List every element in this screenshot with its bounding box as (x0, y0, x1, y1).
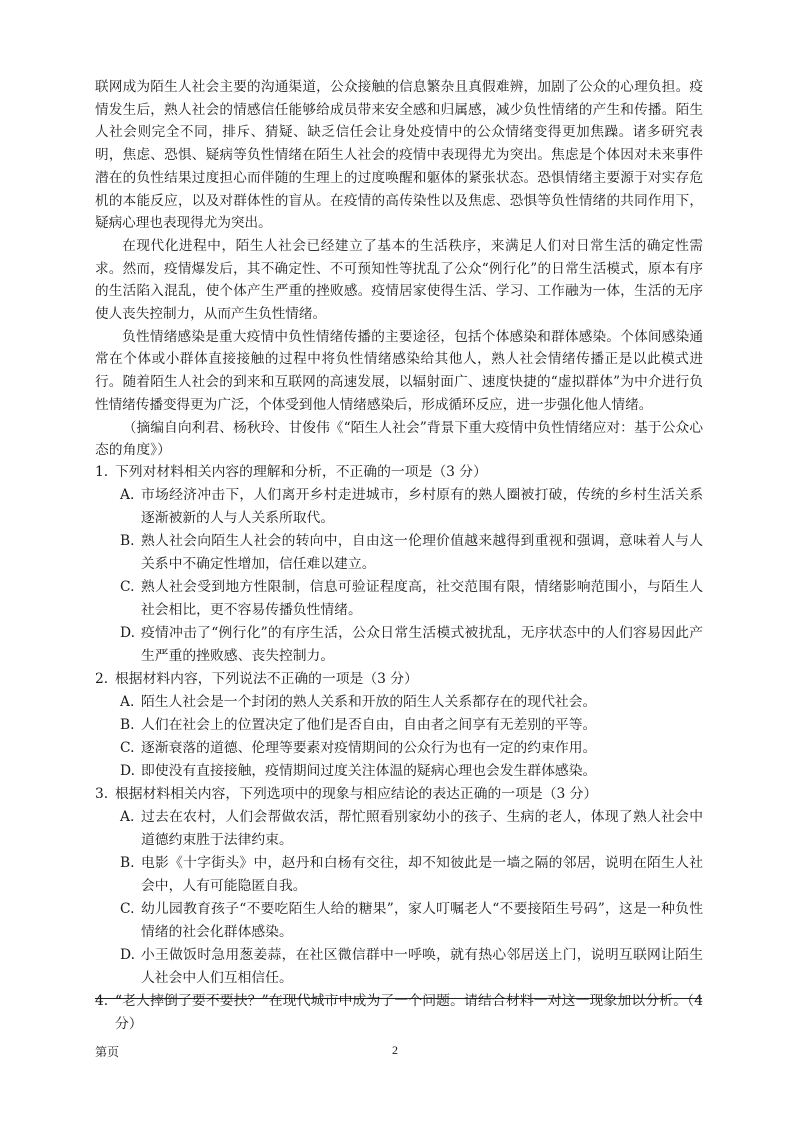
answer-option (120, 944, 703, 990)
option-letter: A. (120, 809, 135, 825)
passage-paragraph: 负性情绪感染是重大疫情中负性情绪传播的主要途径，包括个体感染和群体感染。个体间感染通常在个体或小群体直接接触的过程中将负性情绪感染给其他人，熟人社会情绪传播正是以此模式进行。随着陌生人社会的到来和互联网的高速发展，以辐射面广、速度快捷的“虚拟群体”为中介进行负性情绪传播变得更为广泛，个体受到他人情绪感染后，形成循环反应，进一步强化他人情绪。 (95, 328, 703, 413)
option-text: 熟人社会受到地方性限制，信息可验证程度高，社交范围有限，情绪影响范围小，与陌生人社会相比，更不容易传播负性情绪。 (141, 579, 703, 618)
option-text: 过去在农村，人们会帮做农活，帮忙照看别家幼小的孩子、生病的老人，体现了熟人社会中道德约束胜于法律约束。 (141, 809, 703, 848)
option-letter: C. (120, 901, 135, 917)
answer-option (120, 898, 703, 944)
option-text: 电影《十字街头》中，赵丹和白杨有交往，却不知彼此是一墙之隔的邻居，说明在陌生人社会中，人有可能隐匿自我。 (141, 855, 703, 894)
question-2 (95, 668, 703, 783)
option-text: 市场经济冲击下，人们离开乡村走进城市，乡村原有的熟人圈被打破，传统的乡村生活关系逐渐被新的人与人关系所取代。 (141, 487, 703, 526)
option-text: 疫情冲击了“例行化”的有序生活，公众日常生活模式被扰乱，无序状态中的人们容易因此产生严重的挫败感、丧失控制力。 (141, 625, 703, 664)
question-stem (95, 668, 703, 691)
question-text: 根据材料内容，下列说法不正确的一项是（3 分） (115, 671, 418, 687)
option-text: 幼儿园教育孩子“不要吃陌生人给的糖果”，家人叮嘱老人“不要接陌生号码”，这是一种负性情绪的社会化群体感染。 (141, 901, 703, 940)
option-letter: C. (120, 740, 135, 756)
answer-option (120, 484, 703, 530)
question-number: 4. (95, 993, 109, 1009)
question-number: 3. (95, 786, 109, 802)
question-4 (95, 990, 703, 1036)
question-number: 1. (95, 464, 109, 480)
question-stem (95, 783, 703, 806)
reading-passage (95, 76, 703, 462)
footer-label: 第页 (95, 1045, 120, 1059)
answer-option (120, 852, 703, 898)
question-stem (95, 461, 703, 484)
question-text: “老人摔倒了要不要扶？”在现代城市中成为了一个问题。请结合材料一对这一现象加以分析。（4 分） (115, 993, 703, 1032)
answer-option (120, 691, 703, 714)
option-letter: A. (120, 487, 135, 503)
page-number: 2 (392, 1043, 398, 1057)
passage-paragraph: 在现代化进程中，陌生人社会已经建立了基本的生活秩序，来满足人们对日常生活的确定性需求。然而，疫情爆发后，其不确定性、不可预知性等扰乱了公众“例行化”的日常生活模式，原本有序的生活陷入混乱，使个体产生严重的挫败感。疫情居家使得生活、学习、工作融为一体，生活的无序使人丧失控制力，从而产生负性情绪。 (95, 237, 703, 323)
question-stem (95, 990, 703, 1036)
question-text: 下列对材料相关内容的理解和分析，不正确的一项是（3 分） (115, 464, 487, 480)
question-number: 2. (95, 671, 109, 687)
option-letter: D. (120, 947, 135, 963)
option-letter: D. (120, 625, 135, 641)
question-list (95, 461, 703, 1036)
question-1 (95, 461, 703, 668)
option-letter: B. (120, 533, 135, 549)
question-text: 根据材料相关内容，下列选项中的现象与相应结论的表达正确的一项是（3 分） (115, 786, 598, 802)
option-text: 即使没有直接接触，疫情期间过度关注体温的疑病心理也会发生群体感染。 (141, 763, 597, 779)
answer-option (120, 530, 703, 576)
answer-option (120, 576, 703, 622)
option-text: 陌生人社会是一个封闭的熟人关系和开放的陌生人关系都存在的现代社会。 (141, 694, 597, 710)
option-letter: C. (120, 579, 135, 595)
answer-line[interactable] (95, 998, 702, 999)
option-letter: A. (120, 694, 135, 710)
passage-paragraph: 联网成为陌生人社会主要的沟通渠道，公众接触的信息繁杂且真假难辨，加剧了公众的心理负担。疫情发生后，熟人社会的情感信任能够给成员带来安全感和归属感，减少负性情绪的产生和传播。陌生人社会则完全不同，排斥、猜疑、缺乏信任会让身处疫情中的公众情绪变得更加焦躁。诸多研究表明，焦虑、恐惧、疑病等负性情绪在陌生人社会的疫情中表现得尤为突出。焦虑是个体因对未来事件潜在的负性结果过度担心而伴随的生理上的过度唤醒和躯体的紧张状态。恐惧情绪主要源于对实存危机的本能反应，以及对群体性的盲从。在疫情的高传染性以及焦虑、恐惧等负性情绪的共同作用下，疑病心理也表现得尤为突出。 (95, 79, 703, 232)
option-text: 熟人社会向陌生人社会的转向中，自由这一伦理价值越来越得到重视和强调，意味着人与人关系中不确定性增加，信任难以建立。 (141, 533, 703, 572)
option-letter: B. (120, 717, 135, 733)
answer-option (120, 737, 703, 760)
option-text: 小王做饭时急用葱姜蒜，在社区微信群中一呼唤，就有热心邻居送上门，说明互联网让陌生人社会中人们互相信任。 (141, 947, 703, 986)
answer-option (120, 806, 703, 852)
option-letter: D. (120, 763, 135, 779)
passage-citation: （摘编自向利君、杨秋玲、甘俊伟《“陌生人社会”背景下重大疫情中负性情绪应对：基于公众心态的角度》） (95, 419, 703, 459)
answer-option (120, 622, 703, 668)
option-letter: B. (120, 855, 135, 871)
answer-option (120, 714, 703, 737)
question-3 (95, 783, 703, 990)
option-text: 逐渐衰落的道德、伦理等要素对疫情期间的公众行为也有一定的约束作用。 (141, 740, 597, 756)
option-text: 人们在社会上的位置决定了他们是否自由，自由者之间享有无差别的平等。 (141, 717, 597, 733)
answer-option (120, 760, 703, 783)
